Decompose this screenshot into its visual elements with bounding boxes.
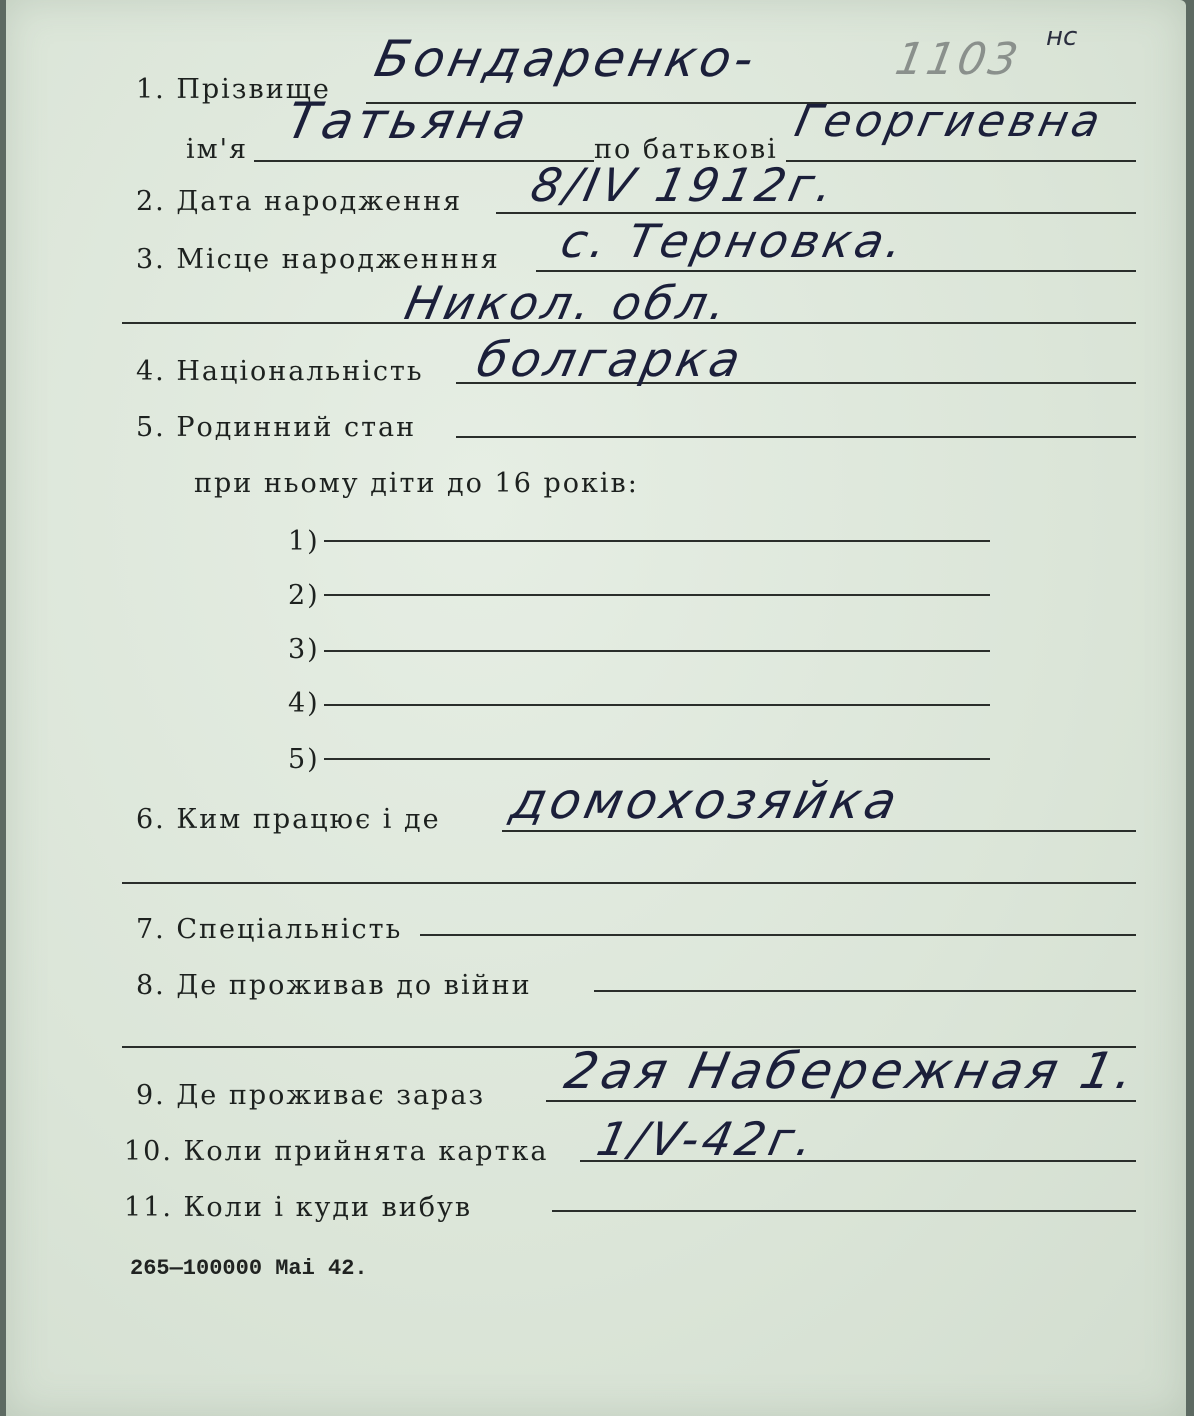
current-residence-line	[546, 1100, 1136, 1102]
nationality-value: болгарка	[472, 332, 750, 388]
registration-card	[6, 0, 1186, 1416]
child-1-label: 1)	[288, 526, 320, 557]
surname-value: Бондаренко-	[369, 30, 763, 88]
occupation-line-2	[122, 882, 1136, 884]
specialty-line	[420, 934, 1136, 936]
nationality-label: 4. Національність	[136, 356, 424, 387]
patronymic-value: Георгиевна	[790, 96, 1109, 147]
surname-label: 1. Прізвище	[136, 74, 331, 105]
specialty-label: 7. Спеціальність	[136, 914, 403, 945]
birth-place-value-2: Никол. обл.	[400, 276, 736, 330]
file-number: 1103	[891, 34, 1025, 85]
prewar-residence-label: 8. Де проживав до війни	[136, 970, 532, 1001]
child-1-line	[324, 540, 990, 542]
current-residence-value: 2ая Набережная 1.	[559, 1042, 1143, 1100]
child-5-line	[324, 758, 990, 760]
occupation-value: домохозяйка	[505, 772, 906, 830]
child-2-line	[324, 594, 990, 596]
occupation-label: 6. Ким працює і де	[136, 804, 441, 835]
occupation-line	[502, 830, 1136, 832]
print-code: 265—100000 Mai 42.	[130, 1256, 368, 1281]
children-label: при ньому діти до 16 років:	[194, 468, 639, 499]
marital-status-label: 5. Родинний стан	[136, 412, 417, 443]
birth-date-label: 2. Дата народження	[136, 186, 463, 217]
current-residence-label: 9. Де проживає зараз	[136, 1080, 486, 1111]
birth-date-value: 8/IV 1912г.	[526, 158, 843, 212]
marital-status-line	[456, 436, 1136, 438]
child-4-label: 4)	[288, 688, 320, 719]
departure-line	[552, 1210, 1136, 1212]
departure-label: 11. Коли і куди вибув	[124, 1192, 473, 1223]
child-2-label: 2)	[288, 580, 320, 611]
card-accepted-label: 10. Коли прийнята картка	[124, 1136, 549, 1167]
birth-place-line	[536, 270, 1136, 272]
child-3-line	[324, 650, 990, 652]
child-5-label: 5)	[288, 744, 320, 775]
card-accepted-value: 1/V-42г.	[592, 1112, 822, 1166]
prewar-residence-line	[594, 990, 1136, 992]
first-name-label: ім'я	[186, 134, 249, 165]
first-name-value: Татьяна	[281, 92, 536, 150]
birth-place-value-1: с. Терновка.	[556, 214, 912, 268]
file-suffix: нс	[1046, 22, 1078, 52]
child-3-label: 3)	[288, 634, 320, 665]
patronymic-label: по батькові	[594, 134, 778, 165]
birth-place-label: 3. Місце народженння	[136, 244, 500, 275]
child-4-line	[324, 704, 990, 706]
